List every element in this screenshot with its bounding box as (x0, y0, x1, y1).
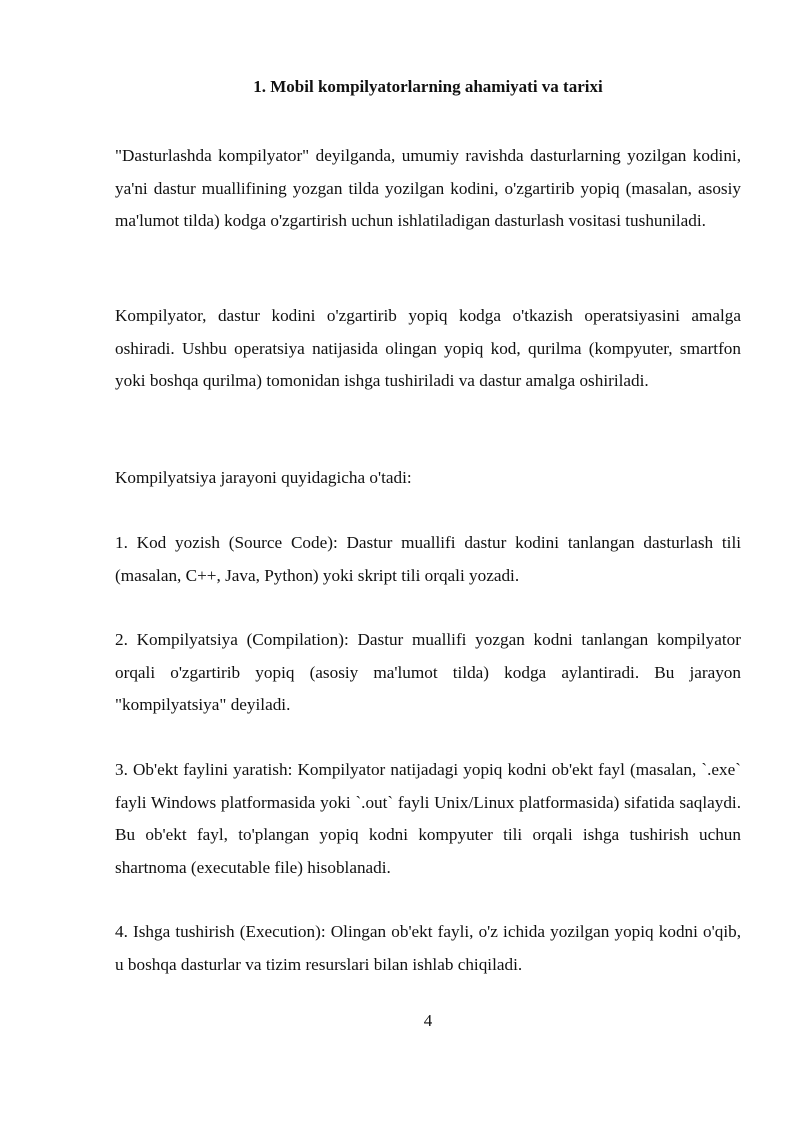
list-item-object-file: 3. Ob'ekt faylini yaratish: Kompilyator natijadagi yopiq kodni ob'ekt fayl (masalan, `.exe` fayli Windows platformasida yoki `.out` fayli Unix/Linux platformasida) sifatida saqlaydi. Bu ob'ekt fayl, to'plangan yopiq kodni kompyuter tili orqali ishga tushirish uchun shartnoma (executable file) hisoblanadi. (115, 760, 741, 877)
list-item-execution: 4. Ishga tushirish (Execution): Olingan ob'ekt fayli, o'z ichida yozilgan yopiq kodni o'qib, u boshqa dasturlar va tizim resurslari bilan ishlab chiqiladi. (115, 922, 741, 974)
paragraph-compiler-operation: Kompilyator, dastur kodini o'zgartirib yopiq kodga o'tkazish operatsiyasini amalga oshiradi. Ushbu operatsiya natijasida olingan yopiq kod, qurilma (kompyuter, smartfon yoki boshqa qurilma) tomonidan ishga tushiriladi va dastur amalga oshiriladi. (115, 306, 741, 390)
section-title: 1. Mobil kompilyatorlarning ahamiyati va tarixi (253, 77, 603, 96)
list-item-source-code: 1. Kod yozish (Source Code): Dastur muallifi dastur kodini tanlangan dasturlash tili (masalan, C++, Java, Python) yoki skript tili orqali yozadi. (115, 533, 741, 585)
list-item-compilation: 2. Kompilyatsiya (Compilation): Dastur muallifi yozgan kodni tanlangan kompilyator orqali o'zgartirib yopiq (asosiy ma'lumot tilda) kodga aylantiradi. Bu jarayon "kompilyatsiya" deyiladi. (115, 630, 741, 714)
paragraph-compiler-definition: "Dasturlashda kompilyator" deyilganda, umumiy ravishda dasturlarning yozilgan kodini, ya'ni dastur muallifining yozgan tilda yozilgan kodini, o'zgartirib yopiq (masalan, asosiy ma'lumot tilda) kodga o'zgartirish uchun ishlatiladigan dasturlash vositasi tushuniladi. (115, 146, 741, 230)
page-number: 4 (423, 1011, 433, 1030)
paragraph-compilation-intro: Kompilyatsiya jarayoni quyidagicha o'tadi: (115, 468, 412, 487)
